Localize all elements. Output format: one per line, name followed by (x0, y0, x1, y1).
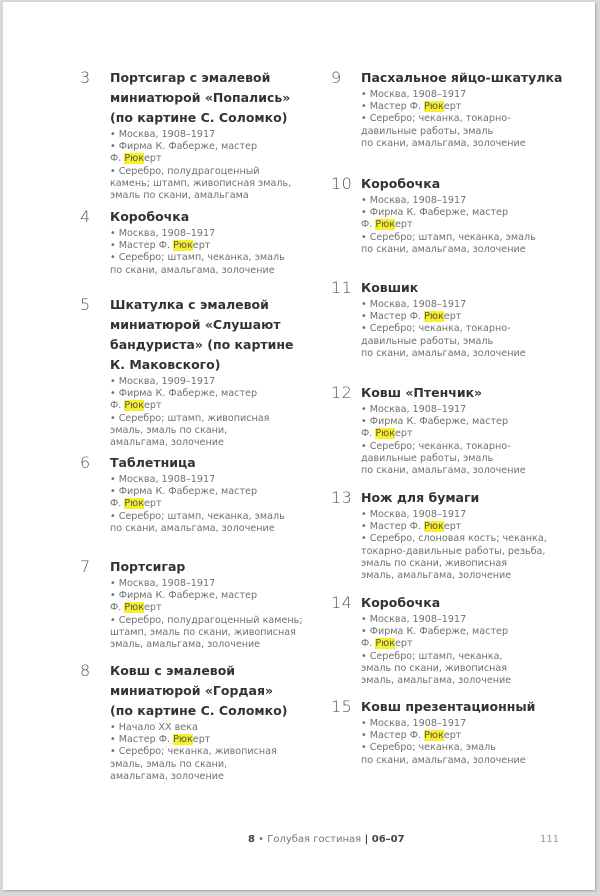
entry-detail-line (110, 523, 285, 535)
detail-text: по скани, амальгама, золочение (361, 347, 526, 359)
entry-number: 13 (331, 488, 353, 507)
detail-text: эмаль, амальгама, золочение (110, 639, 261, 651)
entry-detail-line (110, 602, 303, 614)
detail-text: • Серебро, полудрагоценный камень; (110, 614, 303, 626)
detail-text: ерт (443, 101, 462, 113)
entry-detail-line (361, 742, 535, 754)
entry-details (110, 129, 291, 202)
entry-detail-line (110, 746, 287, 758)
entry-title (110, 295, 294, 375)
detail-text: • Москва, 1908–1917 (361, 89, 467, 100)
entry-detail-line (361, 195, 536, 207)
entry-details (110, 228, 285, 277)
detail-text: • Мастер Ф. (361, 521, 425, 533)
entry-detail-line (361, 101, 562, 113)
entry-number: 9 (331, 68, 342, 87)
entry-details (361, 89, 562, 150)
entry-body (361, 174, 536, 256)
entry-details (361, 404, 526, 477)
detail-text: эмаль, амальгама, золочение (361, 675, 512, 687)
detail-text: • Начало XX века (110, 722, 198, 733)
entry-title-line: Ковшик (361, 280, 419, 295)
entry-detail-line (361, 453, 526, 465)
entry-detail-line (110, 437, 294, 449)
entry-title-line: миниатюрой «Слушают (110, 317, 281, 332)
entry-detail-line (110, 511, 285, 523)
entry-title-line: бандуриста» (по картине (110, 337, 294, 352)
entry-number: 7 (80, 557, 91, 576)
detail-text: токарно-давильные работы, резьба, (361, 545, 546, 557)
entry-number: 3 (80, 68, 91, 87)
detail-text: • Серебро; чеканка, токарно- (361, 113, 511, 125)
entry-title-line: Ковш «Птенчик» (361, 385, 483, 400)
entry-body (361, 278, 526, 360)
detail-text: • Серебро; штамп, чеканка, эмаль (110, 510, 285, 522)
detail-text: Ф. (361, 219, 376, 231)
detail-text: ерт (395, 638, 413, 650)
detail-text: по скани, амальгама, золочение (361, 465, 526, 477)
detail-text: ерт (144, 498, 162, 510)
entry-body (110, 557, 303, 651)
entry-details (361, 614, 511, 687)
entry-detail-line (110, 486, 285, 498)
entry-detail-line (110, 240, 285, 252)
detail-text: • Фирма К. Фаберже, мастер (110, 486, 258, 498)
entry-details (361, 718, 535, 767)
detail-text: эмаль по скани, живописная (361, 662, 508, 674)
highlighted-search-match: Рюк (124, 153, 145, 165)
entry-detail-line (110, 590, 303, 602)
entry-detail-line (361, 207, 536, 219)
document-page (3, 2, 595, 890)
entry-body (110, 68, 291, 202)
entry-body (361, 488, 547, 582)
entry-detail-line (110, 498, 285, 510)
detail-text: • Мастер Ф. (110, 240, 174, 252)
entry-detail-line (361, 404, 526, 416)
highlighted-search-match: Рюк (173, 240, 193, 252)
detail-text: Ф. (110, 498, 125, 510)
entry-detail-line (361, 614, 511, 626)
entry-detail-line (361, 244, 536, 256)
entry-detail-line (110, 615, 303, 627)
detail-text: ерт (443, 311, 462, 323)
entry-detail-line (110, 578, 303, 590)
highlighted-search-match: Рюк (173, 734, 193, 746)
detail-text: амальгама, золочение (110, 437, 224, 449)
entry-details (361, 509, 547, 582)
entry-title (110, 207, 285, 227)
detail-text: • Фирма К. Фаберже, мастер (110, 590, 258, 602)
detail-text: • Москва, 1908–1917 (361, 509, 467, 520)
detail-text: • Москва, 1908–1917 (361, 299, 467, 310)
detail-text: ерт (443, 521, 462, 533)
detail-text: штамп, эмаль по скани, живописная (110, 626, 296, 638)
entry-title-line: Коробочка (361, 595, 441, 610)
detail-text: по скани, амальгама, золочение (361, 243, 526, 255)
detail-text: • Серебро; чеканка, эмаль (361, 742, 496, 754)
detail-text: • Москва, 1908–1917 (361, 718, 467, 729)
detail-text: Ф. (361, 638, 376, 650)
detail-text: Ф. (110, 602, 125, 614)
detail-text: ерт (144, 153, 162, 165)
entry-detail-line (110, 759, 287, 771)
entry-title-line: (по картине С. Соломко) (110, 703, 288, 718)
entry-detail-line (110, 376, 294, 388)
detail-text: • Серебро; штамп, чеканка, эмаль (110, 252, 285, 264)
entry-title-line: Шкатулка с эмалевой (110, 297, 269, 312)
entry-title-line: К. Маковского) (110, 357, 221, 372)
entry-detail-line (110, 627, 303, 639)
entry-title-line: Коробочка (361, 176, 441, 191)
entry-title-line: Пасхальное яйцо-шкатулка (361, 70, 563, 85)
entry-number: 14 (331, 593, 353, 612)
entry-detail-line (361, 465, 526, 477)
detail-text: • Москва, 1908–1917 (110, 474, 216, 485)
detail-text: • Фирма К. Фаберже, мастер (361, 416, 509, 428)
entry-detail-line (361, 336, 526, 348)
detail-text: Ф. (361, 428, 376, 440)
entry-body (110, 295, 294, 449)
entry-detail-line (110, 252, 285, 264)
entry-detail-line (361, 299, 526, 311)
entry-detail-line (361, 626, 511, 638)
entry-detail-line (361, 428, 526, 440)
detail-text: • Серебро; штамп, чеканка, эмаль (361, 231, 536, 243)
entry-number: 6 (80, 453, 91, 472)
entry-details (110, 376, 294, 449)
entry-detail-line (361, 638, 511, 650)
highlighted-search-match: Рюк (375, 428, 396, 440)
detail-text: • Москва, 1908–1917 (110, 228, 216, 239)
detail-text: • Москва, 1909–1917 (110, 376, 216, 387)
entry-detail-line (361, 323, 526, 335)
entry-detail-line (361, 311, 526, 323)
entry-detail-line (110, 474, 285, 486)
entry-body (110, 661, 287, 783)
entry-title-line: миниатюрой «Попались» (110, 90, 291, 105)
entry-detail-line (361, 219, 536, 231)
running-footer (248, 834, 405, 845)
detail-text: • Мастер Ф. (361, 311, 425, 323)
entry-title-line: Ковш презентационный (361, 699, 536, 714)
entry-body (361, 68, 562, 150)
entry-title-line: (по картине С. Соломко) (110, 110, 288, 125)
entry-detail-line (361, 138, 562, 150)
highlighted-search-match: Рюк (124, 400, 145, 412)
entry-number: 12 (331, 383, 353, 402)
entry-detail-line (361, 570, 547, 582)
detail-text: • Москва, 1908–1917 (361, 404, 467, 415)
entry-title (361, 488, 547, 508)
highlighted-search-match: Рюк (424, 311, 444, 323)
entry-body (110, 453, 285, 535)
entry-details (361, 299, 526, 360)
entry-title-line: миниатюрой «Гордая» (110, 683, 274, 698)
entry-detail-line (110, 153, 291, 165)
entry-title (361, 383, 526, 403)
entry-number: 4 (80, 207, 91, 226)
entry-detail-line (361, 126, 562, 138)
footer-separator: • (254, 834, 268, 845)
entry-detail-line (110, 771, 287, 783)
entry-detail-line (110, 190, 291, 202)
detail-text: эмаль, эмаль по скани, (110, 424, 228, 436)
highlighted-search-match: Рюк (424, 101, 444, 113)
detail-text: • Мастер Ф. (110, 734, 174, 746)
entry-number: 5 (80, 295, 91, 314)
detail-text: эмаль, эмаль по скани, (110, 758, 228, 770)
entry-detail-line (110, 388, 294, 400)
entry-detail-line (361, 533, 547, 545)
detail-text: Ф. (110, 400, 125, 412)
highlighted-search-match: Рюк (124, 498, 145, 510)
detail-text: • Фирма К. Фаберже, мастер (110, 141, 258, 153)
entry-detail-line (110, 413, 294, 425)
footer-range: 06–07 (371, 834, 405, 845)
detail-text: • Мастер Ф. (361, 101, 425, 113)
entry-detail-line (361, 348, 526, 360)
entry-detail-line (110, 166, 291, 178)
detail-text: • Москва, 1908–1917 (110, 129, 216, 140)
entry-detail-line (361, 730, 535, 742)
detail-text: эмаль по скани, живописная (361, 557, 508, 569)
detail-text: • Москва, 1908–1917 (361, 195, 467, 206)
entry-detail-line (361, 663, 511, 675)
detail-text: ерт (395, 428, 413, 440)
detail-text: • Фирма К. Фаберже, мастер (361, 626, 509, 638)
entry-title (361, 68, 562, 88)
detail-text: давильные работы, эмаль (361, 125, 494, 137)
highlighted-search-match: Рюк (124, 602, 145, 614)
entry-number: 11 (331, 278, 353, 297)
detail-text: Ф. (110, 153, 125, 165)
entry-body (361, 593, 511, 687)
entry-detail-line (361, 755, 535, 767)
entry-body (361, 697, 535, 767)
detail-text: по скани, амальгама, золочение (361, 754, 526, 766)
entry-title-line: Таблетница (110, 455, 196, 470)
entry-number: 10 (331, 174, 353, 193)
entry-detail-line (361, 441, 526, 453)
detail-text: по скани, амальгама, золочение (361, 137, 526, 149)
highlighted-search-match: Рюк (424, 730, 444, 742)
entry-title-line: Портсигар (110, 559, 186, 574)
entry-title (361, 174, 536, 194)
highlighted-search-match: Рюк (375, 219, 396, 231)
entry-detail-line (110, 141, 291, 153)
detail-text: • Серебро; чеканка, токарно- (361, 440, 511, 452)
entry-detail-line (110, 639, 303, 651)
entry-detail-line (110, 722, 287, 734)
entry-detail-line (361, 651, 511, 663)
detail-text: • Фирма К. Фаберже, мастер (361, 207, 509, 219)
entry-title (110, 661, 287, 721)
detail-text: эмаль по скани, амальгама (110, 190, 249, 202)
entry-detail-line (361, 718, 535, 730)
entry-detail-line (361, 89, 562, 101)
detail-text: • Фирма К. Фаберже, мастер (110, 388, 258, 400)
detail-text: ерт (144, 602, 162, 614)
entry-detail-line (361, 509, 547, 521)
page-number: 111 (540, 834, 560, 845)
detail-text: эмаль, амальгама, золочение (361, 570, 512, 582)
entry-title-line: Ковш с эмалевой (110, 663, 236, 678)
entry-title-line: Нож для бумаги (361, 490, 480, 505)
entry-detail-line (361, 416, 526, 428)
detail-text: • Москва, 1908–1917 (110, 578, 216, 589)
footer-divider: | (361, 834, 372, 845)
entry-detail-line (361, 675, 511, 687)
entry-detail-line (110, 129, 291, 141)
entry-detail-line (361, 113, 562, 125)
entry-details (110, 474, 285, 535)
entry-details (110, 578, 303, 651)
entry-body (361, 383, 526, 477)
detail-text: • Москва, 1908–1917 (361, 614, 467, 625)
entry-title (110, 557, 303, 577)
entry-detail-line (361, 546, 547, 558)
entry-title (361, 697, 535, 717)
entry-title (361, 278, 526, 298)
highlighted-search-match: Рюк (424, 521, 444, 533)
entry-details (110, 722, 287, 783)
detail-text: • Серебро; штамп, чеканка, (361, 650, 503, 662)
detail-text: давильные работы, эмаль (361, 452, 494, 464)
detail-text: камень; штамп, живописная эмаль, (110, 177, 292, 189)
entry-detail-line (361, 232, 536, 244)
detail-text: • Серебро; чеканка, живописная (110, 746, 277, 758)
entry-title-line: Коробочка (110, 209, 190, 224)
entry-details (361, 195, 536, 256)
entry-number: 15 (331, 697, 353, 716)
detail-text: ерт (144, 400, 162, 412)
entry-detail-line (110, 734, 287, 746)
entry-detail-line (110, 228, 285, 240)
footer-section-title: Голубая гостиная (267, 834, 362, 845)
entry-title (110, 68, 291, 128)
detail-text: • Серебро; чеканка, токарно- (361, 323, 511, 335)
detail-text: ерт (443, 730, 462, 742)
detail-text: • Серебро; штамп, живописная (110, 412, 270, 424)
detail-text: • Серебро, слоновая кость; чеканка, (361, 533, 547, 545)
entry-detail-line (110, 400, 294, 412)
detail-text: ерт (395, 219, 413, 231)
entry-title-line: Портсигар с эмалевой (110, 70, 271, 85)
detail-text: по скани, амальгама, золочение (110, 264, 275, 276)
entry-title (361, 593, 511, 613)
entry-detail-line (361, 521, 547, 533)
highlighted-search-match: Рюк (375, 638, 396, 650)
detail-text: амальгама, золочение (110, 770, 224, 782)
entry-detail-line (361, 558, 547, 570)
detail-text: давильные работы, эмаль (361, 335, 494, 347)
detail-text: по скани, амальгама, золочение (110, 522, 275, 534)
entry-body (110, 207, 285, 277)
footer-section-number: 8 (248, 834, 255, 845)
entry-number: 8 (80, 661, 91, 680)
detail-text: ерт (192, 240, 211, 252)
entry-detail-line (110, 178, 291, 190)
detail-text: ерт (192, 734, 211, 746)
entry-detail-line (110, 425, 294, 437)
entry-detail-line (110, 265, 285, 277)
detail-text: • Серебро, полудрагоценный (110, 165, 260, 177)
detail-text: • Мастер Ф. (361, 730, 425, 742)
entry-title (110, 453, 285, 473)
